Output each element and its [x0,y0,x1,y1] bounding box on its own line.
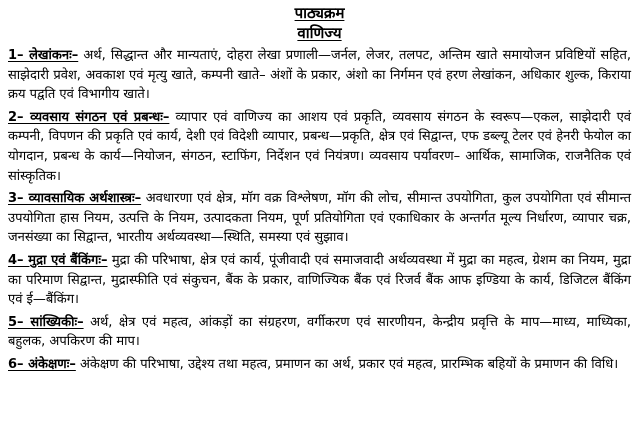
section-statistics [8,313,631,352]
section-auditing [8,355,631,375]
section-text: अर्थ, सिद्धान्त और मान्यताएं, दोहरा लेखा प्रणाली—जर्नल, लेजर, तलपट, अन्तिम खाते समायोजन प्रविष्टियों सहित, साझेदारी प्रवेश, अवकाश एवं मृत्यु खाते, कम्पनी खाते– अंशों के प्रकार, अंशो का निर्गमन एवं हरण लेखांकन, अधिकार शुल्क, किराया क्रय पद्वति एवं विभागीय खाते। [8,48,632,103]
section-text: अर्थ, क्षेत्र एवं महत्व, आंकड़ों का संग्रहरण, वर्गीकरण एवं सारणीयन, केन्द्रीय प्रवृत्ति के माप—माध्य, माध्यिका, बहुलक, अपकिरण की माप। [8,314,632,350]
section-accounting [8,46,631,105]
section-money-banking [8,251,631,310]
section-heading: 1– लेखांकनः– [8,48,79,63]
document-title: पाठ्यक्रम [294,4,345,22]
document-subtitle: वाणिज्य [297,24,342,42]
title-block [8,3,631,43]
section-heading: 6– अंकेक्षणः– [8,356,76,372]
section-heading: 4– मुद्रा एवं बैंकिंगः– [8,252,108,268]
section-business-organisation [8,108,631,186]
section-text: मुद्रा की परिभाषा, क्षेत्र एवं कार्य, पूंजीवादी एवं समाजवादी अर्थव्यवस्था में मुद्रा का महत्व, ग्रेशम का नियम, मुद्रा का परिमाण सिद्वान्त, मुद्रास्फीति एवं संकुचन, बैंक के प्रकार, वाणिज्यिक बैंक एवं रिजर्व बैंक आफ इण्डिया के कार्य, डिजिटल बैंकिंग एवं ई—बैंकिंग। [8,252,631,308]
section-heading: 2– व्यवसाय संगठन एवं प्रबन्धः– [8,109,170,125]
section-business-economics [8,189,631,248]
section-text: अवधारणा एवं क्षेत्र, मॉग वक्र विश्लेषण, मॉग की लोच, सीमान्त उपयोगिता, कुल उपयोगिता एवं सीमान्त उपयोगिता हास नियम, उत्पत्ति के नियम, उत्पादकता नियम, पूर्ण प्रतियोगिता एवं एकाधिकार के अन्तर्गत मूल्य निर्धारण, व्यापार चक्र, जनसंख्या का सिद्वान्त, भारतीय अर्थव्यवस्था—स्थिति, समस्या एवं सुझाव। [8,191,632,246]
section-heading: 5– सांख्यिकीः– [8,314,84,330]
section-text: अंकेक्षण की परिभाषा, उद्देश्य तथा महत्व, प्रमाणन का अर्थ, प्रकार एवं महत्व, प्रारम्भिक बहियों के प्रमाणन की विधि। [75,356,619,372]
section-heading: 3– व्यावसायिक अर्थशास्त्रः– [8,191,142,207]
section-text: व्यापार एवं वाणिज्य का आशय एवं प्रकृति, व्यवसाय संगठन के स्वरूप—एकल, साझेदारी एवं कम्पनी, विपणन की प्रकृति एवं कार्य, देशी एवं विदेशी व्यापार, प्रबन्ध—प्रकृति, क्षेत्र एवं सिद्वान्त, एफ डब्ल्यू टेलर एवं हेनरी फेयोल का योगदान, प्रबन्ध के कार्य—नियोजन, संगठन, स्टाफिंग, निर्देशन एवं नियंत्रण। व्यवसाय पर्यावरण– आर्थिक, सामाजिक, राजनैतिक एवं सांस्कृतिक। [8,109,631,184]
